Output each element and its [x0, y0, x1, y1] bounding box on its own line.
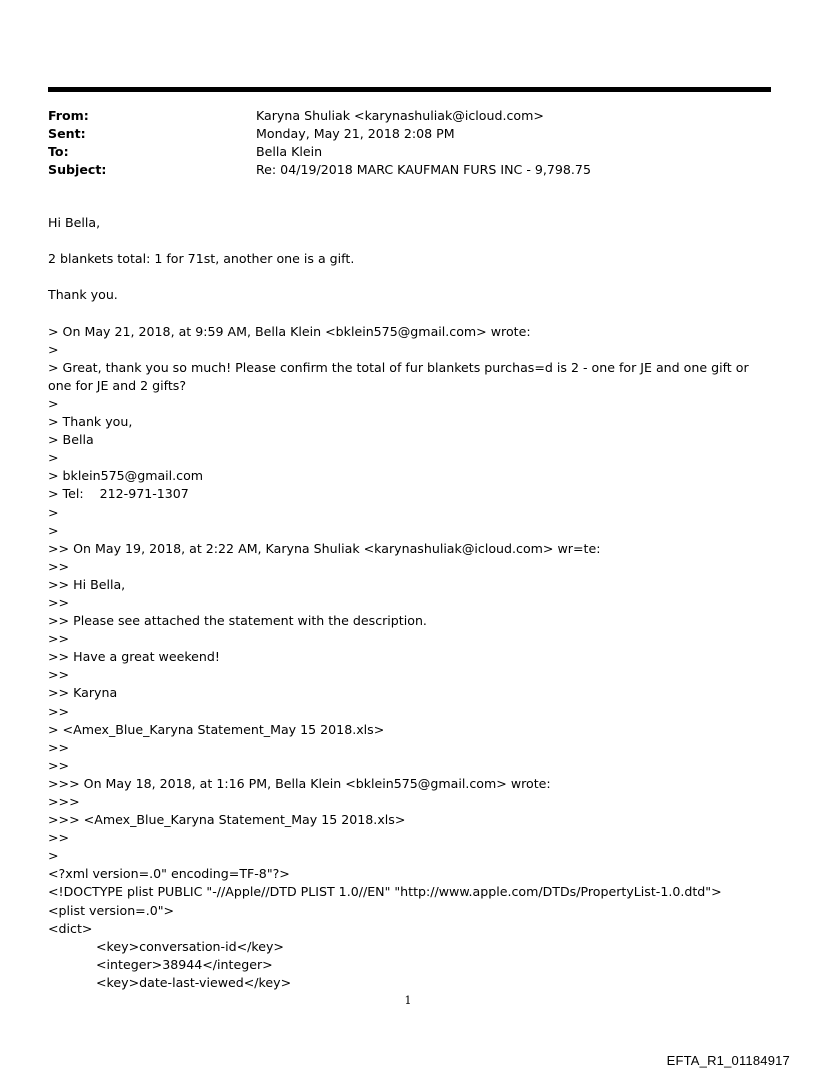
header-rule [48, 87, 771, 92]
body-line: >> [48, 757, 70, 773]
body-line: > [48, 522, 59, 538]
body-line: >> Hi Bella, [48, 576, 126, 592]
body-line: >>> [48, 794, 80, 809]
body-line: > Great, thank you so much! Please confirm the total of fur blankets purchas=d is 2 - one for JE and one gift or one for JE and 2 gifts? [48, 359, 753, 393]
from-value: Karyna Shuliak <karynashuliak@icloud.com> [256, 108, 544, 123]
body-line [48, 304, 768, 322]
body-line: >> [48, 703, 70, 719]
body-line: >> [48, 830, 70, 846]
body-line [48, 268, 768, 286]
body-line: > [48, 341, 59, 357]
body-line: >> Have a great weekend! [48, 649, 220, 665]
body-line: >> [48, 558, 70, 574]
body-line: > <Amex_Blue_Karyna Statement_May 15 2018.xls> [48, 721, 385, 737]
body-line: >> [48, 594, 70, 610]
body-line: Thank you. [48, 287, 118, 303]
body-line-indented: <key>conversation-id</key> [96, 938, 284, 954]
body-line: > [48, 848, 59, 864]
page-number: 1 [404, 994, 412, 1007]
body-line: >> On May 19, 2018, at 2:22 AM, Karyna Shuliak <karynashuliak@icloud.com> wr=te: [48, 540, 601, 556]
to-label: To: [48, 144, 69, 159]
body-line: > On May 21, 2018, at 9:59 AM, Bella Klein <bklein575@gmail.com> wrote: [48, 323, 531, 339]
body-line-indented: <key>date-last-viewed</key> [96, 974, 292, 990]
sent-label: Sent: [48, 126, 86, 141]
body-line: <plist version=.0"> [48, 902, 175, 918]
body-line: > Thank you, [48, 414, 133, 430]
subject-row [48, 161, 768, 179]
body-line: > bklein575@gmail.com [48, 468, 204, 484]
subject-value: Re: 04/19/2018 MARC KAUFMAN FURS INC - 9,798.75 [256, 162, 591, 177]
from-row [48, 107, 768, 125]
to-value: Bella Klein [256, 144, 323, 159]
body-line: Hi Bella, [48, 215, 101, 230]
body-line: >> Please see attached the statement with the description. [48, 613, 427, 629]
body-line: > Tel: 212-971-1307 [48, 486, 189, 502]
email-header [48, 107, 768, 179]
sent-value: Monday, May 21, 2018 2:08 PM [256, 126, 455, 141]
body-line: >> [48, 631, 70, 647]
from-label: From: [48, 108, 89, 123]
body-line: <dict> [48, 920, 93, 936]
body-line: >> Karyna [48, 685, 118, 701]
sent-row [48, 125, 768, 143]
body-line [48, 232, 768, 250]
body-line: > Bella [48, 432, 94, 448]
body-line: <?xml version=.0" encoding=TF-8"?> [48, 866, 290, 882]
document-id: EFTA_R1_01184917 [666, 1053, 790, 1068]
body-line: <!DOCTYPE plist PUBLIC "-//Apple//DTD PLIST 1.0//EN" "http://www.apple.com/DTDs/PropertyList-1.0.dtd"> [48, 884, 722, 900]
body-line: > [48, 450, 59, 466]
body-line: >>> <Amex_Blue_Karyna Statement_May 15 2018.xls> [48, 812, 406, 828]
body-line-indented: <integer>38944</integer> [96, 956, 273, 972]
body-line: 2 blankets total: 1 for 71st, another one is a gift. [48, 251, 355, 267]
body-line: > [48, 504, 59, 520]
to-row [48, 143, 768, 161]
body-line: >>> On May 18, 2018, at 1:16 PM, Bella Klein <bklein575@gmail.com> wrote: [48, 775, 551, 791]
subject-label: Subject: [48, 162, 107, 177]
email-body [48, 214, 768, 992]
body-line: > [48, 395, 59, 411]
body-line: >> [48, 739, 70, 755]
body-line: >> [48, 667, 70, 683]
